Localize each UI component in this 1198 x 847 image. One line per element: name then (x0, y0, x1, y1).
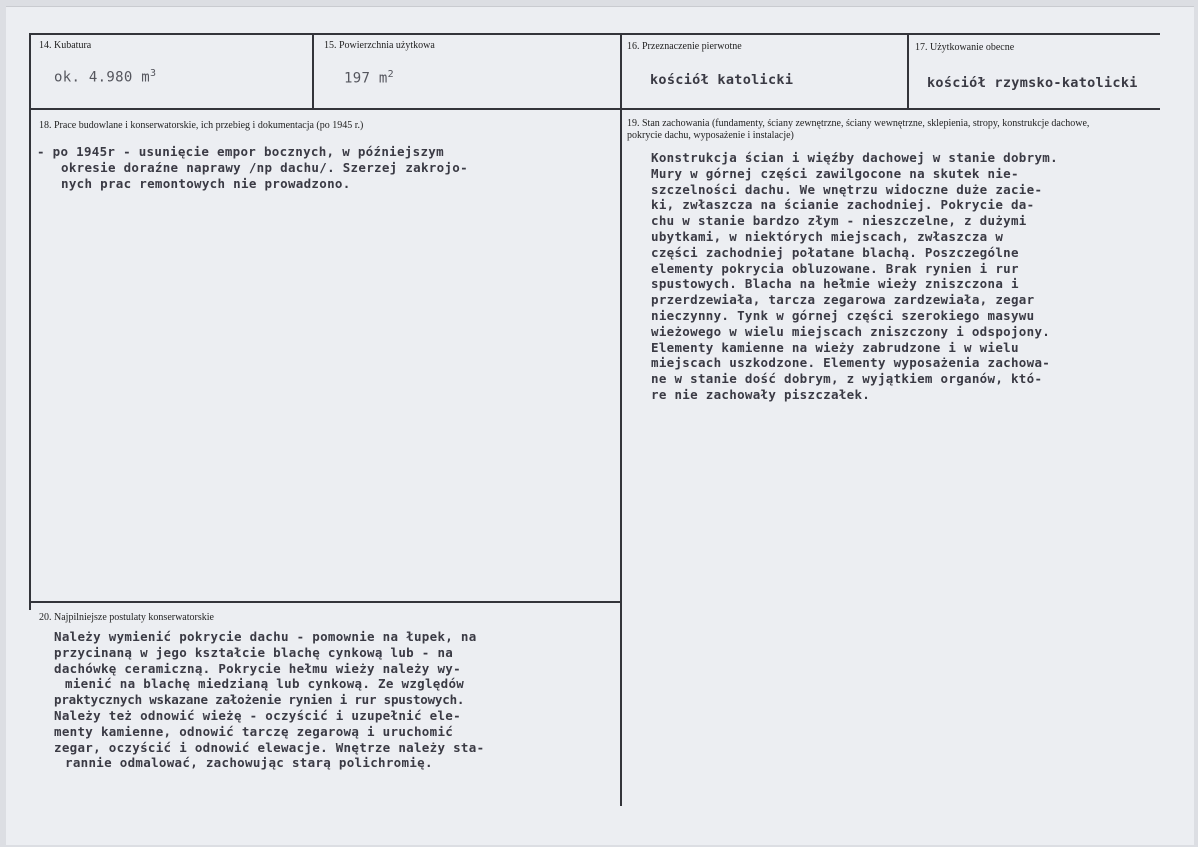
stan-label-line1: 19. Stan zachowania (fundamenty, ściany zewnętrzne, ściany wewnętrzne, sklepienia, stropy, konstrukcje dachowe, (627, 118, 1090, 129)
text-line: - po 1945r - usunięcie empor bocznych, w późniejszym (37, 144, 444, 159)
postulaty-text (54, 629, 617, 771)
text-line: Należy też odnowić wieżę - oczyścić i uzupełnić ele- (54, 707, 461, 723)
text-line: zegar, oczyścić i odnowić elewacje. Wnętrze należy sta- (54, 739, 485, 755)
text-line: przycinaną w jego kształcie blachę cynkową lub - na (54, 644, 454, 660)
text-line: ki, zwłaszcza na ścianie zachodniej. Pokrycie da- (651, 197, 1035, 213)
grid-line-col1 (312, 33, 314, 110)
text-line: części zachodniej połatane blachą. Poszczególne (651, 244, 1019, 260)
grid-line-row1 (30, 108, 1160, 110)
text-line: elementy pokrycia obluzowane. Brak rynien i rur (651, 260, 1019, 276)
text-line: re nie zachowały piszczałek. (651, 386, 871, 402)
grid-line-row2 (30, 601, 622, 603)
przeznaczenie-label: 16. Przeznaczenie pierwotne (627, 41, 742, 52)
powierzchnia-label: 15. Powierzchnia użytkowa (324, 40, 435, 51)
stan-text (651, 150, 1171, 403)
text-line: spustowych. Blacha na hełmie wieży zniszczona i (651, 276, 1019, 292)
powierzchnia-value: 197 $m^2$ (344, 69, 394, 87)
uzytkowanie-value: kościół rzymsko-katolicki (927, 75, 1138, 91)
text-line: dachówkę ceramiczną. Pokrycie hełmu wieży należy wy- (54, 660, 461, 676)
text-line: Mury w górnej części zawilgocone na skutek nie- (651, 165, 1019, 181)
prace-label: 18. Prace budowlane i konserwatorskie, ich przebieg i dokumentacja (po 1945 r.) (39, 120, 364, 131)
text-line: praktycznych wskazane założenie rynien i rur spustowych. (54, 692, 465, 708)
prace-text (37, 144, 468, 191)
kubatura-unit-exponent: 3 (150, 68, 157, 79)
powierzchnia-unit-exponent: 2 (387, 69, 394, 80)
text-line: ne w stanie dość dobrym, z wyjątkiem organów, któ- (651, 371, 1043, 387)
text-line: menty kamienne, odnowić tarczę zegarową i uruchomić (54, 723, 454, 739)
text-line: nieczynny. Tynk w górnej części szerokiego masywu (651, 307, 1035, 323)
text-line: przerdzewiała, tarcza zegarowa zardzewiała, zegar (651, 292, 1035, 308)
text-line: Konstrukcja ścian i więźby dachowej w stanie dobrym. (651, 150, 1058, 165)
text-line: Należy wymienić pokrycie dachu - pomownie na łupek, na (54, 629, 477, 644)
grid-line-left (29, 33, 31, 610)
stan-label-line2: pokrycie dachu, wyposażenie i instalacje) (627, 130, 794, 141)
przeznaczenie-value: kościół katolicki (650, 72, 794, 88)
grid-line-top (30, 33, 1160, 35)
text-line: rannie odmalować, zachowując starą polichromię. (65, 755, 433, 771)
kubatura-value: ok. 4.980 $m^3$ (54, 68, 157, 86)
postulaty-label: 20. Najpilniejsze postulaty konserwatorskie (39, 612, 214, 623)
text-line: okresie doraźne naprawy /np dachu/. Szerzej zakrojo- (61, 159, 468, 175)
text-line: szczelności dachu. We wnętrzu widoczne duże zacie- (651, 181, 1043, 197)
text-line: miejscach uszkodzone. Elementy wyposażenia zachowa- (651, 355, 1051, 371)
text-line: wieżowego w wielu miejscach zniszczony i odspojony. (651, 323, 1051, 339)
kubatura-label: 14. Kubatura (39, 40, 92, 51)
text-line: ubytkami, w niektórych miejscach, zwłaszcza w (651, 228, 1004, 244)
grid-line-col3 (907, 33, 909, 110)
text-line: mienić na blachę miedzianą lub cynkową. Ze względów (65, 676, 465, 692)
text-line: nych prac remontowych nie prowadzono. (61, 175, 351, 191)
text-line: chu w stanie bardzo złym - nieszczelne, z dużymi (651, 213, 1027, 229)
uzytkowanie-label: 17. Użytkowanie obecne (915, 42, 1015, 53)
text-line: Elementy kamienne na wieży zabrudzone i w wielu (651, 339, 1019, 355)
